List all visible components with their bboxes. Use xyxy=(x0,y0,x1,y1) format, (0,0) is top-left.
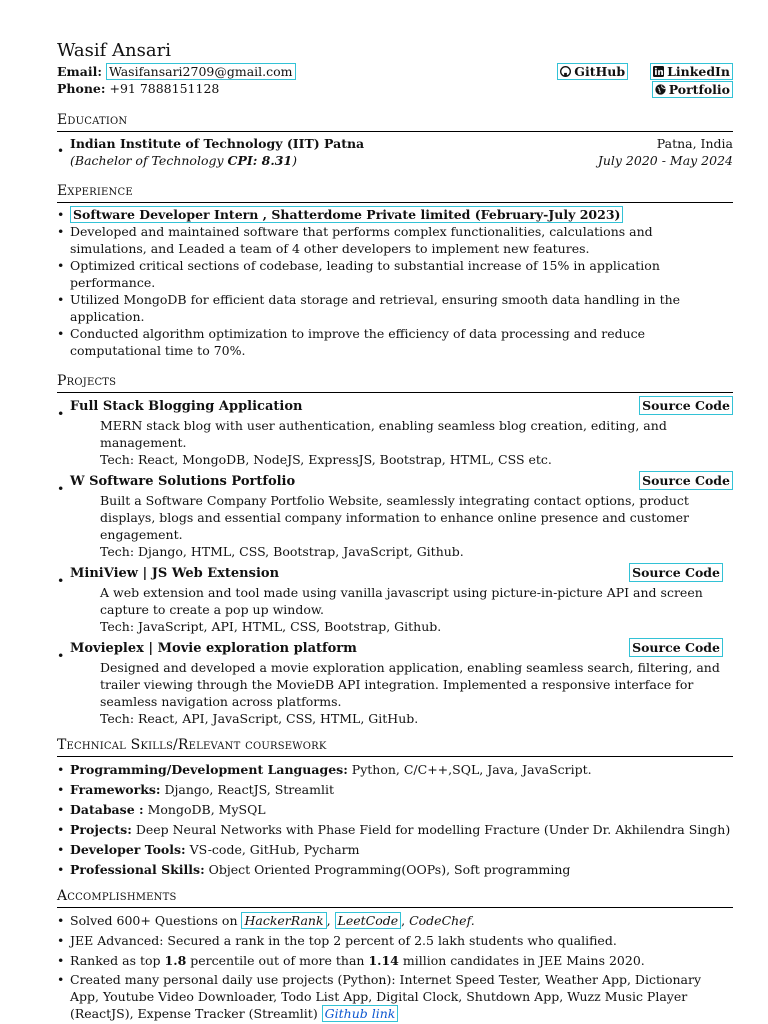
hackerrank-link[interactable]: HackerRank xyxy=(241,912,326,929)
codechef-text: CodeChef. xyxy=(409,913,475,928)
skill-value: VS-code, GitHub, Pycharm xyxy=(185,842,360,857)
project-title: • MiniView | JS Web Extension xyxy=(70,566,280,581)
skills-rule xyxy=(57,756,733,757)
social-links-row xyxy=(557,63,733,80)
project-header xyxy=(70,638,733,657)
source-code-link[interactable]: Source Code xyxy=(629,563,723,582)
accomplishments-heading: Accomplishments xyxy=(57,888,177,904)
project-tech: Tech: JavaScript, API, HTML, CSS, Bootstrap, Github. xyxy=(100,619,442,634)
skill-item xyxy=(57,780,733,800)
skill-item xyxy=(57,840,733,860)
skill-item xyxy=(57,860,733,880)
accomplishment-item: • JEE Advanced: Secured a rank in the top 2 percent of 2.5 lakh students who qualified. xyxy=(57,931,733,951)
skill-value: Python, C/C++,SQL, Java, JavaScript. xyxy=(347,762,592,777)
experience-rule xyxy=(57,202,733,203)
education-school-row xyxy=(57,135,733,152)
project-header xyxy=(70,396,733,415)
skill-value: MongoDB, MySQL xyxy=(143,802,266,817)
github-link[interactable] xyxy=(557,63,628,80)
accomplishment-item xyxy=(57,951,733,971)
portfolio-link[interactable] xyxy=(652,81,733,98)
project-description: Built a Software Company Portfolio Website, seamlessly integrating contact options, product displays, blogs and essential company information to enhance online presence and customer engagement. xyxy=(100,493,689,542)
experience-item: • Optimized critical sections of codebase, leading to substantial increase of 15% in application performance. xyxy=(57,257,733,291)
github-link-label: GitHub xyxy=(574,64,626,79)
project-title: • Movieplex | Movie exploration platform xyxy=(70,641,357,656)
source-code-link[interactable]: Source Code xyxy=(639,396,733,415)
degree xyxy=(70,152,297,169)
skill-label: Frameworks: xyxy=(70,782,161,797)
project-description: A web extension and tool made using vanilla javascript using picture-in-picture API and screen capture to create a pop up window. xyxy=(100,585,703,617)
project-tech: Tech: Django, HTML, CSS, Bootstrap, JavaScript, Github. xyxy=(100,544,464,559)
skill-label: Developer Tools: xyxy=(70,842,186,857)
projects-heading: Projects xyxy=(57,373,117,389)
school-name: • Indian Institute of Technology (IIT) Patna xyxy=(70,136,365,151)
projects-rule xyxy=(57,392,733,393)
accomplishment-text: percentile out of more than xyxy=(186,953,369,968)
experience-list xyxy=(57,206,733,359)
portfolio-row xyxy=(557,81,733,98)
education-rule xyxy=(57,131,733,132)
source-code-link[interactable]: Source Code xyxy=(629,638,723,657)
degree-close: ) xyxy=(292,153,298,168)
contact-row xyxy=(57,63,733,98)
project-title: • Full Stack Blogging Application xyxy=(70,399,303,414)
phone-label: Phone: xyxy=(57,81,106,96)
project-body xyxy=(70,657,733,727)
project-header xyxy=(70,563,733,582)
accomplishments-list xyxy=(57,911,733,1022)
skill-label: Projects: xyxy=(70,822,132,837)
linkedin-link-label: LinkedIn xyxy=(667,64,730,79)
accomplishment-text: Ranked as top xyxy=(70,953,165,968)
email-line xyxy=(57,63,296,80)
education-heading: Education xyxy=(57,112,128,128)
experience-role-link[interactable]: Software Developer Intern , Shatterdome Private limited (February-July 2023) xyxy=(70,206,623,223)
project-body xyxy=(70,490,733,560)
resume-page xyxy=(57,40,733,1022)
accomplishment-item xyxy=(57,971,733,1022)
skill-label: Database : xyxy=(70,802,144,817)
skill-item xyxy=(57,800,733,820)
email-label: Email: xyxy=(57,64,102,79)
project-description: Designed and developed a movie exploration application, enabling seamless search, filtering, and trailer viewing through the MovieDB API integration. Implemented a responsive interface for seamless navigation across platforms. xyxy=(100,660,720,709)
accomplishment-text: Solved 600+ Questions on xyxy=(70,913,242,928)
experience-item: • Developed and maintained software that performs complex functionalities, calculations and simulations, and Leaded a team of 4 other developers to implement new features. xyxy=(57,223,733,257)
experience-item: • Utilized MongoDB for efficient data storage and retrieval, ensuring smooth data handling in the application. xyxy=(57,291,733,325)
project-body xyxy=(70,582,733,635)
education-dates: July 2020 - May 2024 xyxy=(597,153,733,168)
accomplishment-item: • Solved 600+ Questions on HackerRank , LeetCode , CodeChef. xyxy=(57,911,733,931)
skill-item xyxy=(57,820,733,840)
project-body xyxy=(70,415,733,468)
project-title: • W Software Solutions Portfolio xyxy=(70,474,296,489)
skill-label: Programming/Development Languages: xyxy=(70,762,348,777)
project-entry xyxy=(57,638,733,727)
skill-value: Django, ReactJS, Streamlit xyxy=(160,782,335,797)
cpi: CPI: 8.31 xyxy=(227,153,293,168)
portfolio-link-label: Portfolio xyxy=(668,82,730,97)
skill-item xyxy=(57,760,733,780)
source-code-link[interactable]: Source Code xyxy=(639,471,733,490)
skill-value: Deep Neural Networks with Phase Field for modelling Fracture (Under Dr. Akhilendra Singh) xyxy=(131,822,731,837)
contact-links xyxy=(557,63,733,98)
experience-heading: Experience xyxy=(57,183,133,199)
leetcode-link[interactable]: LeetCode xyxy=(335,912,402,929)
project-entry xyxy=(57,563,733,635)
phone-value: +91 7888151128 xyxy=(109,81,220,96)
skills-list xyxy=(57,760,733,880)
email-link[interactable]: Wasifansari2709@gmail.com xyxy=(106,63,296,80)
contact-left xyxy=(57,63,296,98)
accomplishment-text: million candidates in JEE Mains 2020. xyxy=(398,953,645,968)
degree-text: (Bachelor of Technology xyxy=(70,153,228,168)
experience-role xyxy=(57,206,733,223)
accomplishment-text: Created many personal daily use projects (Python): Internet Speed Tester, Weather App, Dictionary App, Youtube Video Downloader, Todo List App, Digital Clock, Shutdown App, Wuzz Music Player (ReactJS), Expense Tracker (Streamlit) xyxy=(70,972,702,1021)
experience-item: • Conducted algorithm optimization to improve the efficiency of data processing and reduce computational time to 70%. xyxy=(57,325,733,359)
globe-icon xyxy=(655,84,666,95)
skills-heading: Technical Skills/Relevant coursework xyxy=(57,737,327,753)
project-tech: Tech: React, API, JavaScript, CSS, HTML, GitHub. xyxy=(100,711,419,726)
accomplishments-rule xyxy=(57,907,733,908)
project-header xyxy=(70,471,733,490)
linkedin-link[interactable] xyxy=(650,63,733,80)
percentile-value: 1.8 xyxy=(164,953,187,968)
project-description: MERN stack blog with user authentication, enabling seamless blog creation, editing, and management. xyxy=(100,418,667,450)
school-location: Patna, India xyxy=(656,136,733,151)
linkedin-icon xyxy=(653,66,664,77)
candidates-value: 1.14 xyxy=(368,953,399,968)
project-entry xyxy=(57,471,733,560)
project-tech: Tech: React, MongoDB, NodeJS, ExpressJS, Bootstrap, HTML, CSS etc. xyxy=(100,452,552,467)
phone-line xyxy=(57,80,296,97)
education-degree-row xyxy=(57,152,733,169)
github-icon xyxy=(560,66,571,77)
skill-label: Professional Skills: xyxy=(70,862,205,877)
project-entry xyxy=(57,396,733,468)
skill-value: Object Oriented Programming(OOPs), Soft programming xyxy=(204,862,571,877)
github-projects-link[interactable]: Github link xyxy=(322,1005,399,1022)
candidate-name: Wasif Ansari xyxy=(57,40,171,61)
